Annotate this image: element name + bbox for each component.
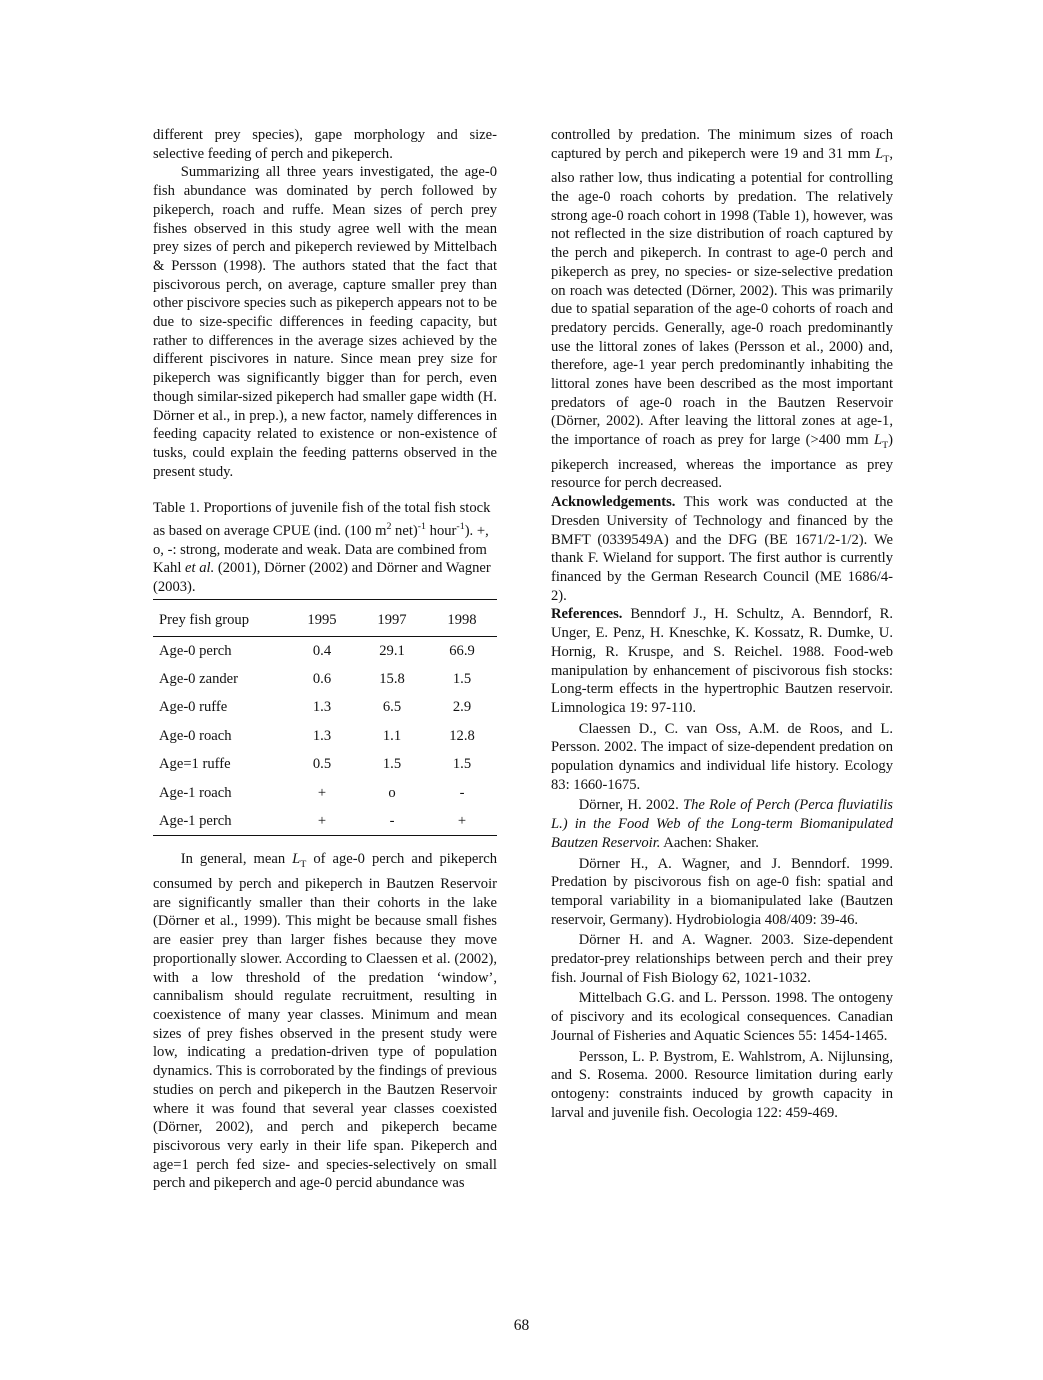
table-cell: + [317, 784, 327, 801]
reference-entry: Mittelbach G.G. and L. Persson. 1998. The ontogeny of piscivory and its ecological consequences. Canadian Journal of Fisheries and Aquatic Sciences 55: 1454-1465. [551, 990, 893, 1044]
table-row [153, 750, 497, 778]
table-cell: 12.8 [449, 727, 475, 744]
table-cell: 66.9 [449, 642, 475, 659]
caption-text: ). +, o, -: strong, moderate and weak. Data are combined from Kahl [153, 522, 489, 577]
table-cell: Age=1 ruffe [159, 756, 231, 773]
table-cell: o [388, 784, 396, 801]
data-table [153, 599, 497, 837]
text-run: , also rather low, thus indicating a potential for controlling the age-0 roach cohorts by predation. The relatively strong age-0 roach cohort in 1998 (Table 1), however, was not reflected in the size distribution of roach captured by the perch and pikeperch. In contrast to age-0 perch and pikeperch as prey, no species- or size-selective predation on roach was detected (Dörner, 2002). This was primarily due to spatial separation of the age-0 cohorts of roach and predatory percids. Generally, age-0 roach predominantly use the littoral zones of lakes (Persson et al., 2000) and, therefore, age-1 year perch predominantly inhabiting the littoral zones have been described as the most important predators of age-0 roach in the Bautzen Reservoir (Dörner, 2002). After leaving the littoral zones at age-1, the importance of roach as prey for large (>400 mm [551, 145, 893, 449]
body-paragraph: Summarizing all three years investigated, the age-0 fish abundance was dominated by perch followed by pikeperch, roach and ruffe. Mean sizes of perch prey fishes observed in this study agree well with the mean prey sizes of perch and pikeperch reviewed by Mittelbach & Persson (1998). The authors stated that the fact that piscivorous perch, on average, capture smaller prey than other piscivore species such as pikeperch appears not to be due to size-specific differences in feeding capacity, but rather to differences in the average sizes achieved by the different piscivores in nature. Since mean prey size for pikeperch was significantly bigger than for perch, even though similar-sized pikeperch had smaller gape width (H. Dörner et al., in prep.), a new factor, namely differences in feeding capacity related to existence or non-existence of tusks, could explain the feeding patterns observed in the present study. [153, 164, 497, 480]
text-run: In general, mean [180, 851, 293, 868]
symbol-lt: L [292, 851, 301, 868]
text-run: controlled by predation. The minimum sizes of roach captured by perch and pikeperch were 19 and 31 mm [551, 127, 893, 162]
table-cell: + [457, 812, 467, 829]
right-column [551, 126, 893, 1122]
body-paragraph [153, 850, 497, 1193]
caption-superscript: -1 [417, 521, 427, 533]
caption-text: Table 1. Proportions of juvenile fish of the total fish stock as based on average CPUE (ind. (100 m [153, 500, 491, 539]
table-header-cell: 1997 [357, 599, 427, 636]
reference-text: Benndorf J., H. Schultz, A. Benndorf, R. Unger, E. Penz, H. Kneschke, K. Kossatz, R. Dumke, U. Hornig, R. Kruspe, and S. Reichel. 1988. Food-web manipulation by enhancement of piscivorous fish stocks: Long-term effects in the hypertrophic Bautzen reservoir. Limnologica 19: 97-110. [551, 606, 893, 716]
table-cell: 1.3 [312, 699, 332, 716]
table-cell: Age-0 zander [159, 670, 239, 687]
text-run: ) pikeperch increased, whereas the importance as prey resource for perch decreased. [551, 432, 893, 492]
table-cell: - [459, 784, 465, 801]
table-cell: 1.5 [452, 670, 472, 687]
table-row [153, 722, 497, 750]
acknowledgements-heading: Acknowledgements. [551, 494, 676, 511]
table-cell: 0.4 [312, 642, 332, 659]
reference-text: Aachen: Shaker. [660, 834, 759, 851]
table-cell: 15.8 [379, 670, 405, 687]
text-run: of age-0 perch and pikeperch consumed by perch and pikeperch in Bautzen Reservoir are significantly smaller than their cohorts in the lake (Dörner et al., 1999). This might be because small fishes are easier prey than larger fishes because they move proportionally slower. According to Claessen et al. (2002), with a low threshold of the predation ‘window’, cannibalism should regulate recruitment, resulting in coexistence of many year classes. Minimum and mean sizes of prey fishes observed in the present study were low, indicating a predation-driven type of population dynamics. This is corroborated by the findings of previous studies on perch and pikeperch in the Bautzen Reservoir where it was found that several year classes coexisted (Dörner, 2002), and perch and pikeperch became piscivorous very early in their life span. Pikeperch and age=1 perch fed size- and species-selectively on small perch and pikeperch and age-0 percid abundance was [153, 851, 497, 1192]
table-cell: - [389, 812, 395, 829]
table-cell: 0.6 [312, 670, 332, 687]
table-cell: Age-1 roach [159, 784, 232, 801]
caption-text: (2001), Dörner (2002) and Dörner and Wagner (2003). [153, 560, 491, 596]
reference-entry: Persson, L. P. Bystrom, E. Wahlstrom, A. Nijlunsing, and S. Rosema. 2000. Resource limitation during early ontogeny: constraints induced by growth capacity in larval and juvenile fish. Oecologia 122: 459-469. [551, 1048, 893, 1121]
table-cell: 6.5 [382, 699, 402, 716]
caption-superscript: 2 [386, 521, 392, 533]
reference-entry: Dörner H., A. Wagner, and J. Benndorf. 1999. Predation by piscivorous fish on age-0 fish: spatial and temporal variability in a biomanipulated lake (Bautzen reservoir, Germany). Hydrobiologia 408/409: 39-46. [551, 855, 893, 928]
table-cell: Age-1 perch [159, 812, 232, 829]
table-cell: 1.1 [382, 727, 402, 744]
reference-title: The Role of Perch (Perca fluviatilis L.) in the Food Web of the Long-term Biomanipulated Bautzen Reservoir. [551, 797, 893, 851]
caption-et-al: et al. [185, 560, 215, 577]
reference-entry: Claessen D., C. van Oss, A.M. de Roos, and L. Persson. 2002. The impact of size-dependent predation on population dynamics and individual life history. Ecology 83: 1660-1675. [551, 720, 893, 793]
symbol-subscript: T [882, 440, 889, 452]
table-cell: + [317, 812, 327, 829]
table-cell: Age-0 ruffe [159, 699, 228, 716]
symbol-subscript: T [883, 153, 890, 165]
reference-entry [551, 605, 893, 717]
table-header-cell: 1995 [287, 599, 357, 636]
reference-entry: Dörner H. and A. Wagner. 2003. Size-dependent predator-prey relationships between perch and their prey fish. Journal of Fish Biology 62, 1021-1032. [551, 932, 893, 986]
table-cell: Age-0 roach [159, 727, 232, 744]
left-column [153, 126, 497, 1193]
symbol-lt: L [875, 145, 884, 162]
table-cell: Age-0 perch [159, 642, 232, 659]
table-row [153, 779, 497, 807]
caption-superscript: -1 [456, 521, 465, 533]
acknowledgements [551, 493, 893, 605]
table-row [153, 694, 497, 722]
table-caption [153, 499, 497, 596]
body-paragraph: different prey species), gape morphology and size-selective feeding of perch and pikeperch. [153, 127, 497, 162]
table-cell: 1.5 [382, 756, 402, 773]
references-heading: References. [551, 606, 623, 623]
table-header-row [153, 599, 497, 636]
table-cell: 0.5 [312, 756, 332, 773]
table-row [153, 665, 497, 693]
reference-text: Dörner, H. 2002. [578, 797, 683, 814]
symbol-lt: L [873, 432, 883, 449]
table-cell: 1.5 [452, 756, 472, 773]
body-paragraph [551, 126, 893, 493]
symbol-subscript: T [300, 859, 307, 871]
table-row [153, 636, 497, 665]
table-row [153, 807, 497, 836]
caption-text: net) [391, 522, 418, 539]
acknowledgements-text: This work was conducted at the Dresden University of Technology and financed by the BMFT (0339549A) and the DFG (BE 1671/2-1/2). We thank F. Wieland for support. The first author is currently financed by the German Research Council (ME 1686/4-2). [551, 494, 893, 604]
table-header-cell: 1998 [427, 599, 497, 636]
table-cell: 29.1 [379, 642, 405, 659]
table-cell: 2.9 [452, 699, 472, 716]
caption-text: hour [426, 522, 457, 539]
table-cell: 1.3 [312, 727, 332, 744]
page-number: 68 [513, 1317, 530, 1334]
reference-entry [551, 796, 893, 852]
table-header-cell: Prey fish group [153, 599, 287, 636]
